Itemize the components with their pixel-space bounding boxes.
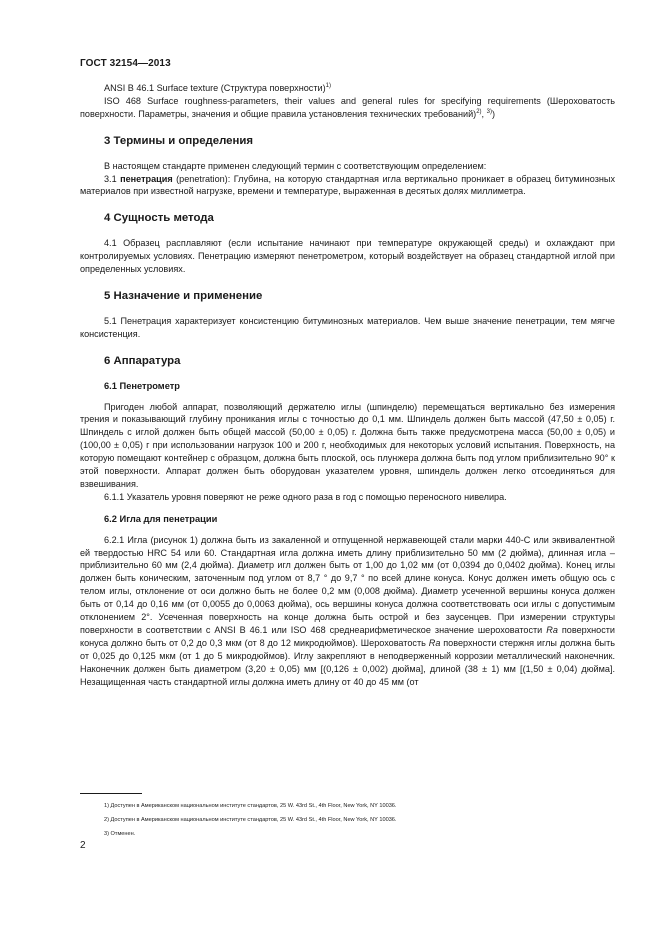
footnote-1: 1) Доступен в Американском национальном институте стандартов, 25 W. 43rd St., 4th Floor, New York, NY 10036. xyxy=(104,803,397,809)
subsection-6-1-title: 6.1 Пенетрометр xyxy=(104,380,180,391)
subsection-6-2-title: 6.2 Игла для пенетрации xyxy=(104,513,218,524)
footnote-2: 2) Доступен в Американском национальном институте стандартов, 25 W. 43rd St., 4th Floor, New York, NY 10036. xyxy=(104,817,397,823)
clause-5-1: 5.1 Пенетрация характеризует консистенцию битуминозных материалов. Чем выше значение пенетрации, тем мягче консистенция. xyxy=(80,315,615,339)
term-name: пенетрация xyxy=(120,173,173,184)
clause-6-2-1: 6.2.1 Игла (рисунок 1) должна быть из закаленной и отпущенной нержавеющей стали марки 440-С или эквивалентной ей твердостью HRC 54 или 60. Стандартная игла должна иметь длину приблизительно 50 мм (2 дюйма), длинная игла – приблизительно 60 мм (2,4 дюйма). Диаметр игл должен быть от 1,00 до 1,02 мм (от 0,0394 до 0,0402 дюйма). Конец иглы должен быть коническим, заточенным под углом от 8,7 ° до 9,7 ° по всей длине конуса. Конус должен иметь общую ось с телом иглы, отклонение от оси должно быть не более 0,2 мм (0,008 дюйма). Диаметр усеченной вершины конуса должен быть от 0,14 до 0,16 мм (от 0,0055 до 0,0063 дюйма), ось вершины конуса должна соответствовать оси иглы с допустимым отклонением 2°. Усеченная поверхность на конце должна быть острой и без заусенцев. При измерении структуры поверхности в соответствии с ANSI B 46.1 или ISO 468 среднеарифметическое значение шероховатости Ra поверхности конуса должно быть от 0,2 до 0,3 мкм (от 8 до 12 микродюймов). Шероховатость Ra поверхности стержня иглы должна быть от 0,025 до 0,125 мкм (от 1 до 5 микродюймов). Иглу закрепляют в неподверженный коррозии металлический наконечник. Наконечник должен быть диаметром (3,20 ± 0,05) мм [(0,126 ± 0,002) дюйма], длиной (38 ± 1) мм [(1,50 ± 0,04) дюйма]. Незащищенная часть стандартной иглы должна иметь длину от 40 до 45 мм (от xyxy=(80,534,615,687)
standard-header: ГОСТ 32154—2013 xyxy=(80,58,171,69)
main-text xyxy=(80,82,615,689)
ref-iso: ISO 468 Surface roughness-parameters, their values and general rules for specifying requirements (Шероховатость поверхности. Параметры, значения и общие правила установления технических требований)$^{2)}$, $^{3)}$) xyxy=(80,95,615,119)
section-5-title: 5 Назначение и применение xyxy=(104,289,263,302)
ref-ansi: ANSI B 46.1 Surface texture (Структура поверхности)$^{1)}$ xyxy=(104,82,331,93)
term-3-1: 3.1 пенетрация (penetration): Глубина, на которую стандартная игла вертикально проникает в образец битуминозных материалов при известной нагрузке, времени и температуре, выраженная в десятых долях миллиметра. xyxy=(80,173,615,197)
section-3-intro: В настоящем стандарте применен следующий термин с соответствующим определением: xyxy=(104,160,487,171)
section-4-title: 4 Сущность метода xyxy=(104,212,214,225)
clause-6-1-1: 6.1.1 Указатель уровня поверяют не реже одного раза в год с помощью переносного нивелира. xyxy=(104,491,507,502)
footnote-3: 3) Отменен. xyxy=(104,831,136,837)
footnotes xyxy=(80,793,615,844)
section-6-title: 6 Аппаратура xyxy=(104,354,181,367)
footnote-divider xyxy=(80,793,142,794)
section-3-title: 3 Термины и определения xyxy=(104,134,254,147)
clause-6-1-text: Пригоден любой аппарат, позволяющий держателю иглы (шпинделю) перемещаться вертикально без измерения трения и показывающий глубину проникания иглы с точностью до 0,1 мм. Шпиндель должен быть массой (47,50 ± 0,05) г. Шпиндель с иглой должен быть общей массой (50,00 ± 0,05) г. Должна быть также предусмотрена масса (50,00 ± 0,05) и (100,00 ± 0,05) г при использовании нагрузок 100 и 200 г, необходимых для некоторых условий испытания. Поверхность, на которую помещают контейнер с образцом, должна быть плоской, ось плунжера должна быть под углом приблизительно 90° к этой поверхности. Аппарат должен быть оборудован указателем уровня, шпиндель должен легко отсоединяться для взвешивания. xyxy=(80,401,615,489)
page-number: 2 xyxy=(80,840,86,851)
clause-4-1: 4.1 Образец расплавляют (если испытание начинают при температуре окружающей среды) и охлаждают при контролируемых условиях. Пенетрацию измеряют пенетрометром, который воздействует на образец стандартной иглой при определенных условиях. xyxy=(80,238,615,275)
